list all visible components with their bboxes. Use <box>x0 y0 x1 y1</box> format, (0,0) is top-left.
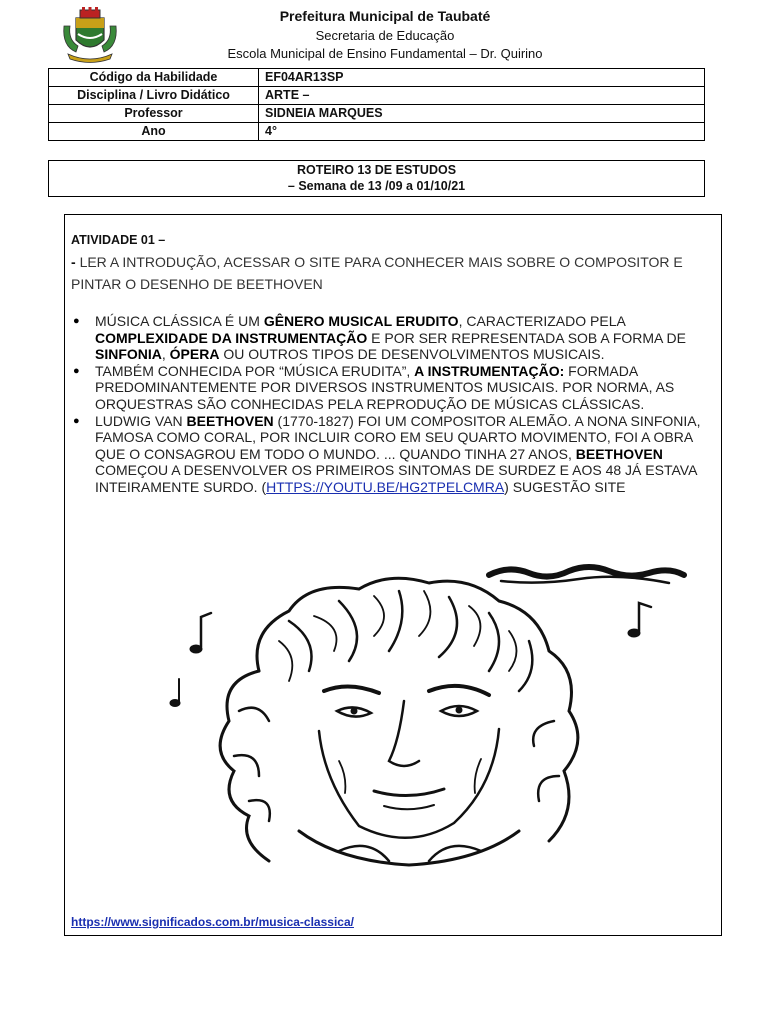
table-row <box>49 105 705 123</box>
bullet-dot-icon: ● <box>73 364 80 377</box>
table-row <box>49 123 705 141</box>
youtube-link[interactable]: HTTPS://YOUTU.BE/HG2TPELCMRA <box>266 478 505 495</box>
activity-title: ATIVIDADE 01 – <box>71 233 166 247</box>
bullet-bold: GÊNERO MUSICAL ERUDITO <box>263 313 459 329</box>
info-table <box>48 68 705 141</box>
bullet-text: MÚSICA CLÁSSICA É UM <box>95 313 264 329</box>
row-label: Professor <box>49 105 259 123</box>
bullet-bold: BEETHOVEN <box>575 445 663 462</box>
bullet-bold: ÓPERA <box>169 346 220 363</box>
row-label: Ano <box>49 123 259 141</box>
source-link[interactable]: https://www.significados.com.br/musica-classica/ <box>71 915 354 929</box>
row-value: SIDNEIA MARQUES <box>259 105 705 123</box>
bullet-text: FORMADA PREDOMINANTEMENTE POR DIVERSOS INSTRUMENTOS MUSICAIS. POR NORMA, AS ORQUESTRAS SÃO CONHECIDAS PELA REPRODUÇÃO DE MÚSICAS CLÁSSICAS. <box>95 362 675 412</box>
bullet-bold: COMPLEXIDADE DA INSTRUMENTAÇÃO <box>95 329 368 346</box>
school-name: Escola Municipal de Ensino Fundamental – Dr. Quirino <box>227 46 543 61</box>
secretariat-subtitle: Secretaria de Educação <box>315 28 455 43</box>
study-guide-title: ROTEIRO 13 DE ESTUDOS <box>296 163 457 177</box>
bullet-text: COMEÇOU A DESENVOLVER OS PRIMEIROS SINTOMAS DE SURDEZ E AOS 48 JÁ ESTAVA INTEIRAMENTE SURDO. ( <box>95 462 697 495</box>
activity-intro <box>71 251 701 295</box>
list-item <box>71 313 711 363</box>
intro-text: LER A INTRODUÇÃO, ACESSAR O SITE PARA CONHECER MAIS SOBRE O COMPOSITOR E PINTAR O DESENHO DE BEETHOVEN <box>71 254 683 292</box>
row-label: Disciplina / Livro Didático <box>49 87 259 105</box>
bullet-bold: SINFONIA <box>95 346 162 363</box>
row-value: EF04AR13SP <box>259 69 705 87</box>
bullet-dot-icon: ● <box>73 414 80 427</box>
study-guide-box <box>48 160 705 197</box>
city-crest-icon <box>58 6 122 64</box>
bullet-dot-icon: ● <box>73 315 80 327</box>
bullet-text: LUDWIG VAN <box>95 412 187 429</box>
table-row <box>49 87 705 105</box>
bullet-bold: BEETHOVEN <box>186 412 274 429</box>
list-item <box>71 363 711 413</box>
bullet-text: ) SUGESTÃO SITE <box>504 478 626 495</box>
study-guide-week: – Semana de 13 /09 a 01/10/21 <box>287 179 466 193</box>
bullet-text: OU OUTROS TIPOS DE DESENVOLVIMENTOS MUSICAIS. <box>219 346 605 363</box>
city-hall-title: Prefeitura Municipal de Taubaté <box>279 8 491 24</box>
intro-dash: - <box>71 254 76 270</box>
bullet-text: E POR SER REPRESENTADA SOB A FORMA DE <box>367 329 686 346</box>
row-label: Código da Habilidade <box>49 69 259 87</box>
info-bullet-list <box>71 313 711 496</box>
bullet-text: , CARACTERIZADO PELA <box>458 313 626 329</box>
table-row <box>49 69 705 87</box>
bullet-text: TAMBÉM CONHECIDA POR “MÚSICA ERUDITA”, <box>95 362 415 379</box>
bullet-text: , <box>161 346 170 363</box>
beethoven-portrait-drawing <box>109 561 689 869</box>
row-value: 4° <box>259 123 705 141</box>
bullet-text: (1770-1827) FOI UM COMPOSITOR ALEMÃO. A NONA SINFONIA, FAMOSA COMO CORAL, POR INCLUIR CORO EM SEU QUARTO MOVIMENTO, FOI A OBRA QUE O CONSAGROU EM TODO O MUNDO. ... QUANDO TINHA 27 ANOS, <box>95 412 701 462</box>
list-item <box>71 413 711 496</box>
activity-box <box>64 214 722 936</box>
bullet-bold: A INSTRUMENTAÇÃO: <box>414 362 565 379</box>
row-value: ARTE – <box>259 87 705 105</box>
